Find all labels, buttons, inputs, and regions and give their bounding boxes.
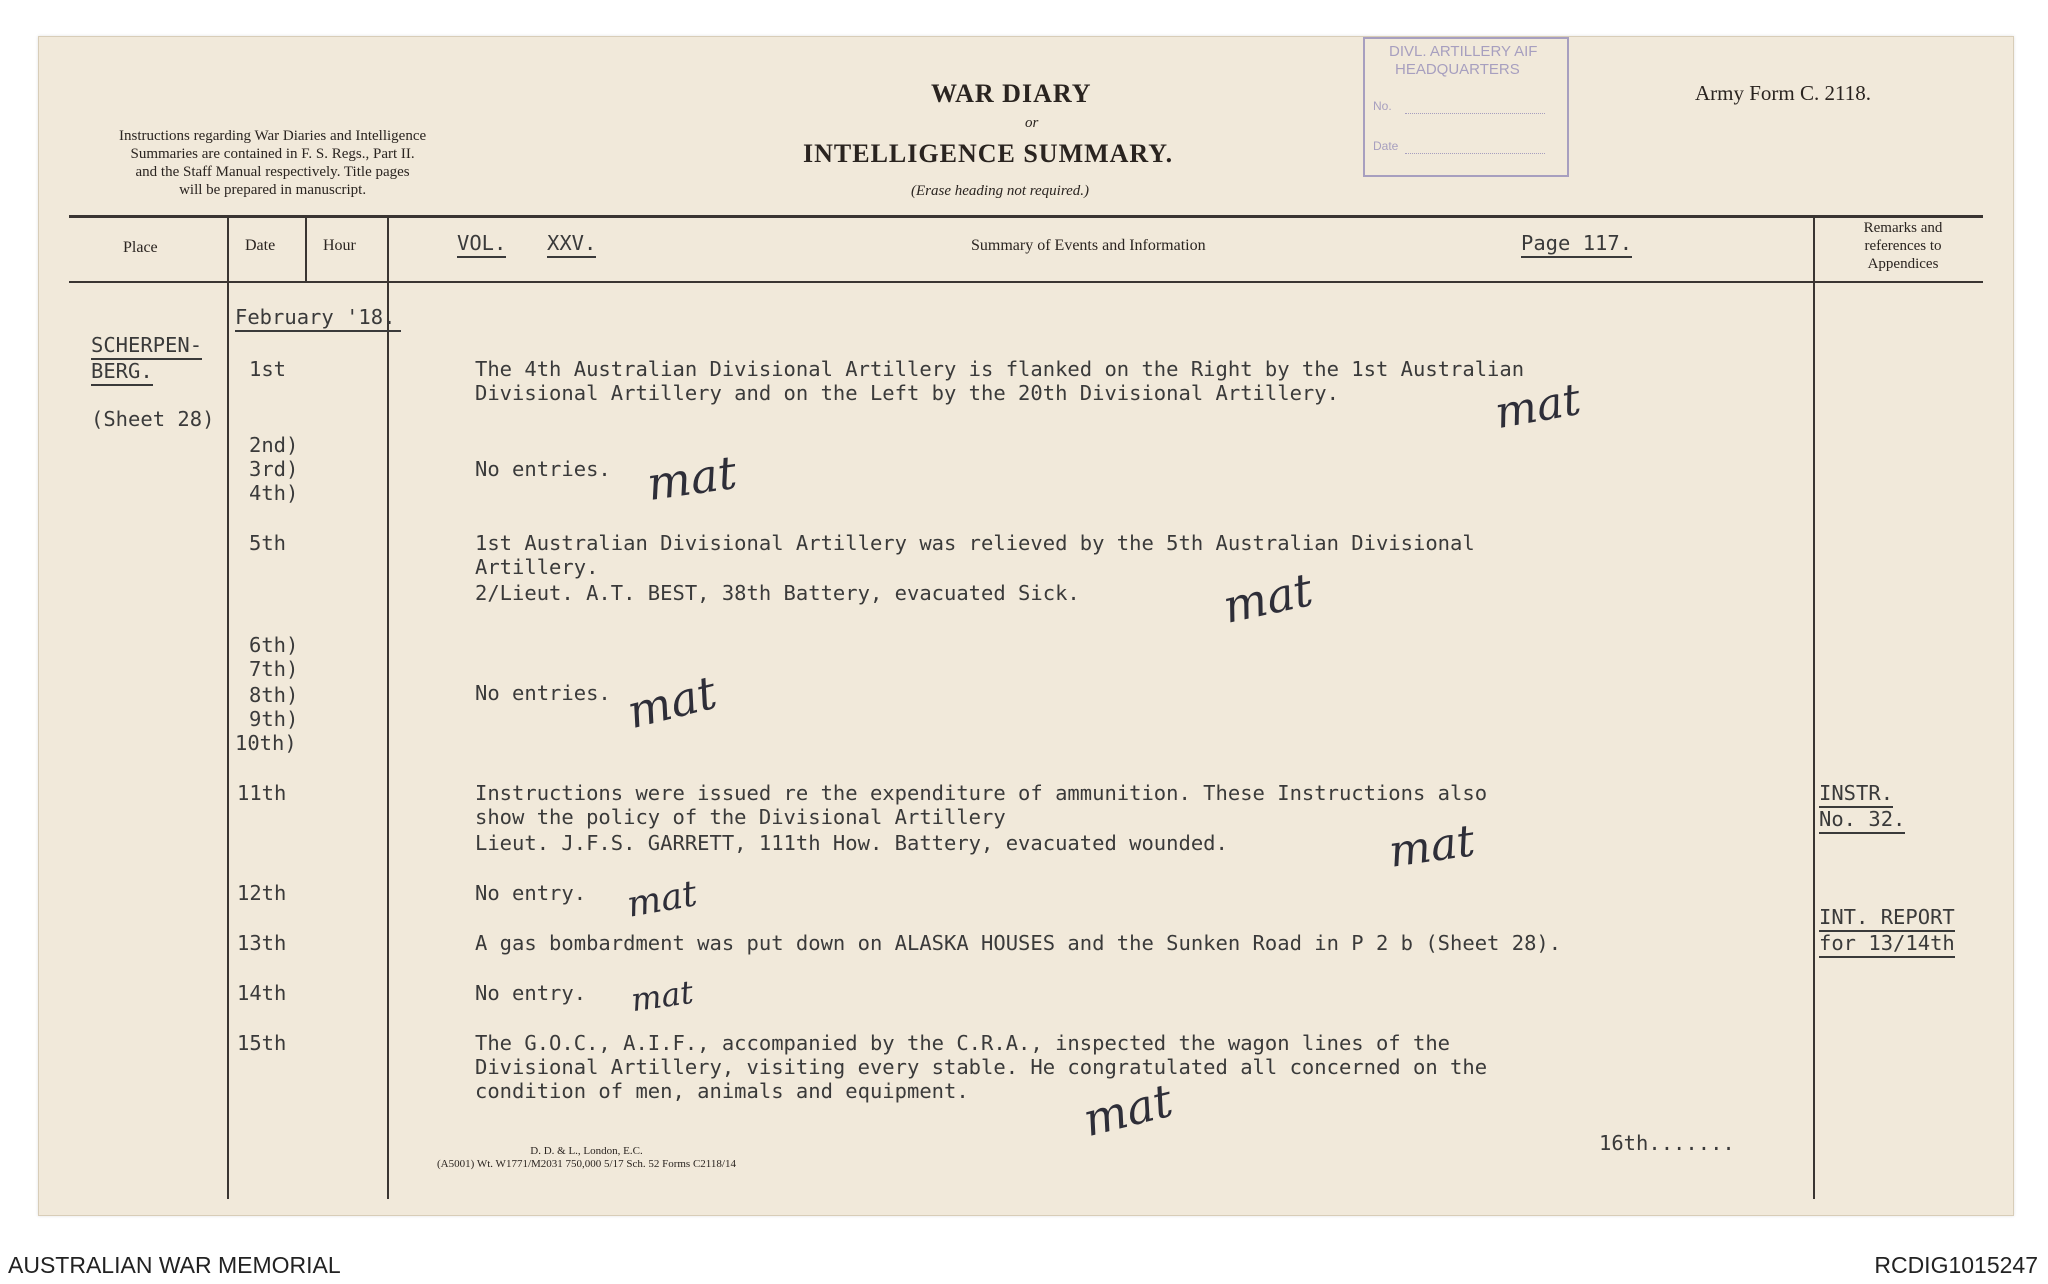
col-header-place: Place	[123, 239, 158, 256]
headquarters-stamp	[1363, 37, 1569, 177]
date-2nd: 2nd)	[249, 433, 299, 457]
instructions-line-1: Instructions regarding War Diaries and Intelligence	[119, 128, 427, 144]
month-heading: February '18.	[235, 305, 401, 332]
col-header-summary: Summary of Events and Information	[971, 237, 1206, 254]
instructions-line-3: and the Staff Manual respectively. Title pages	[135, 164, 410, 180]
signature-2nd-4th: mat	[643, 445, 740, 511]
title-war-diary: WAR DIARY	[931, 79, 1092, 108]
entry-5th-line-2: Artillery.	[475, 555, 599, 579]
entry-13th: A gas bombardment was put down on ALASKA HOUSES and the Sunken Road in P 2 b (Sheet 28).	[475, 931, 1562, 955]
printer-imprint	[437, 1145, 736, 1171]
date-10th: 10th)	[235, 731, 297, 755]
remark-int-report: INT. REPORT	[1819, 905, 1955, 932]
stamp-line-2: HEADQUARTERS	[1395, 61, 1520, 78]
entry-15th-line-1: The G.O.C., A.I.F., accompanied by the C.R.A., inspected the wagon lines of the	[475, 1031, 1451, 1055]
continued-16th: 16th.......	[1599, 1131, 1735, 1155]
date-3rd: 3rd)	[249, 457, 299, 481]
remarks-header-line-1: Remarks and	[1863, 220, 1943, 236]
army-form: Army Form C. 2118.	[1695, 81, 1871, 105]
signature-5th: mat	[1218, 562, 1318, 634]
entry-5th-line-3: 2/Lieut. A.T. BEST, 38th Battery, evacuated Sick.	[475, 581, 1080, 605]
remark-instr-number: No. 32.	[1819, 807, 1905, 834]
header-top-rule	[69, 215, 1983, 218]
entry-2nd-4th: No entries.	[475, 457, 611, 481]
remarks-header-line-3: Appendices	[1867, 256, 1939, 272]
col-rule-remarks	[1813, 217, 1815, 1199]
place-sheet: (Sheet 28)	[91, 407, 215, 431]
col-rule-date	[305, 217, 307, 281]
entry-11th-line-1: Instructions were issued re the expenditure of ammunition. These Instructions also	[475, 781, 1488, 805]
printer-line-1: D. D. & L., London, E.C.	[530, 1145, 643, 1157]
entry-1st-line-2: Divisional Artillery and on the Left by the 20th Divisional Artillery.	[475, 381, 1339, 405]
title-or: or	[1025, 115, 1039, 131]
printer-line-2: (A5001) Wt. W1771/M2031 750,000 5/17 Sch. 52 Forms C2118/14	[437, 1158, 736, 1170]
col-header-hour: Hour	[323, 237, 356, 254]
title-intelligence-summary: INTELLIGENCE SUMMARY.	[803, 139, 1174, 168]
col-header-remarks	[1829, 219, 1977, 273]
signature-14th: mat	[628, 972, 696, 1020]
stamp-date-line	[1405, 153, 1545, 154]
date-9th: 9th)	[249, 707, 299, 731]
entry-12th: No entry.	[475, 881, 587, 905]
footer-right: RCDIG1015247	[1874, 1252, 2038, 1278]
instructions-line-2: Summaries are contained in F. S. Regs., Part II.	[130, 146, 415, 162]
remark-instr: INSTR.	[1819, 781, 1893, 808]
date-1st: 1st	[249, 357, 287, 381]
entry-15th-line-2: Divisional Artillery, visiting every stable. He congratulated all concerned on the	[475, 1055, 1488, 1079]
col-rule-place	[227, 217, 229, 1199]
signature-6th-10th: mat	[621, 664, 722, 740]
entry-14th: No entry.	[475, 981, 587, 1005]
stamp-no: No.	[1373, 99, 1392, 113]
entry-11th-line-3: Lieut. J.F.S. GARRETT, 111th How. Battery, evacuated wounded.	[475, 831, 1228, 855]
footer-left: AUSTRALIAN WAR MEMORIAL	[8, 1252, 341, 1278]
date-7th: 7th)	[249, 657, 299, 681]
signature-12th: mat	[623, 873, 701, 926]
date-5th: 5th	[249, 531, 287, 555]
col-header-vol: VOL.	[457, 231, 506, 258]
date-4th: 4th)	[249, 481, 299, 505]
col-header-vol-number: XXV.	[547, 231, 596, 258]
signature-11th: mat	[1385, 815, 1478, 878]
entry-11th-line-2: show the policy of the Divisional Artillery	[475, 805, 1006, 829]
entry-6th-10th: No entries.	[475, 681, 611, 705]
remarks-header-line-2: references to	[1864, 238, 1942, 254]
entry-15th-line-3: condition of men, animals and equipment.	[475, 1079, 969, 1103]
title-note: (Erase heading not required.)	[911, 183, 1090, 199]
col-header-date: Date	[245, 237, 276, 254]
place-name-line-2: BERG.	[91, 359, 153, 386]
place-name-line-1: SCHERPEN-	[91, 333, 202, 360]
date-12th: 12th	[237, 881, 287, 905]
diary-sheet	[38, 36, 2014, 1216]
date-13th: 13th	[237, 931, 287, 955]
date-14th: 14th	[237, 981, 287, 1005]
signature-1st: mat	[1491, 373, 1585, 440]
date-11th: 11th	[237, 781, 287, 805]
date-8th: 8th)	[249, 683, 299, 707]
col-rule-hour	[387, 217, 389, 1199]
col-header-page: Page 117.	[1521, 231, 1632, 258]
instructions-line-4: will be prepared in manuscript.	[179, 182, 367, 198]
stamp-line-1: DIVL. ARTILLERY AIF	[1389, 43, 1538, 60]
date-15th: 15th	[237, 1031, 287, 1055]
entry-5th-line-1: 1st Australian Divisional Artillery was relieved by the 5th Australian Divisional	[475, 531, 1475, 555]
stamp-date: Date	[1373, 139, 1399, 153]
header-bottom-rule	[69, 281, 1983, 283]
entry-1st-line-1: The 4th Australian Divisional Artillery is flanked on the Right by the 1st Australian	[475, 357, 1525, 381]
remark-int-report-date: for 13/14th	[1819, 931, 1955, 958]
signature-15th: mat	[1077, 1072, 1178, 1148]
date-6th: 6th)	[249, 633, 299, 657]
stamp-no-line	[1405, 113, 1545, 114]
instructions-note	[119, 127, 426, 199]
